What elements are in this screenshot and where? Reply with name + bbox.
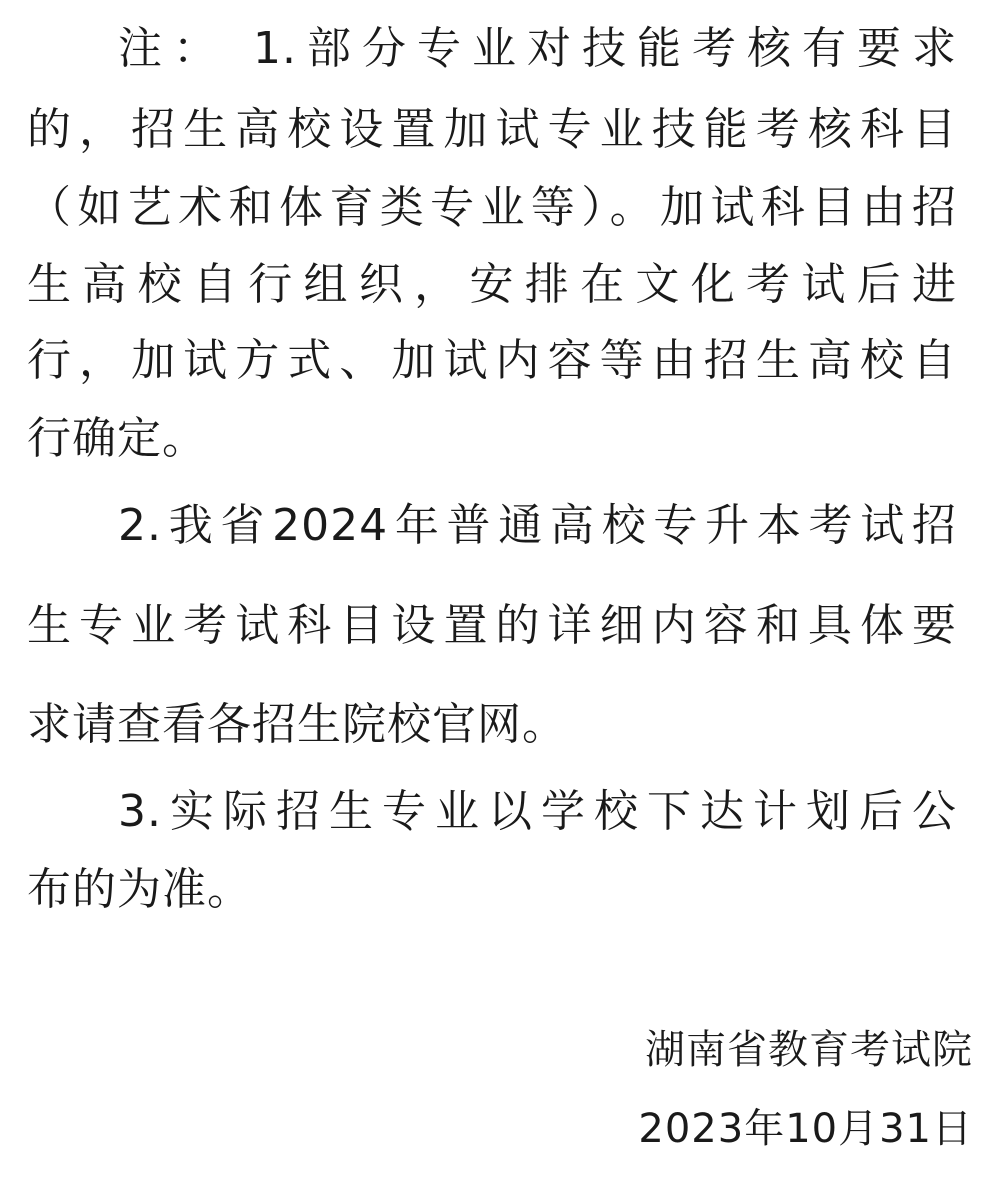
note1-line-3: （如艺术和体育类专业等）。加试科目由招 — [27, 182, 957, 233]
issuing-organization: 湖南省教育考试院 — [645, 1027, 973, 1073]
note2-line-2: 生专业考试科目设置的详细内容和具体要 — [27, 600, 957, 651]
note1-line-2: 的，招生高校设置加试专业技能考核科目 — [27, 104, 957, 155]
note1-line-1: 注： 1.部分专业对技能考核有要求 — [118, 23, 957, 74]
note2-line-3: 求请查看各招生院校官网。 — [27, 699, 567, 750]
note3-line-1: 3.实际招生专业以学校下达计划后公 — [118, 786, 957, 837]
note1-line-4: 生高校自行组织，安排在文化考试后进 — [27, 259, 957, 310]
note1-line-6: 行确定。 — [27, 413, 207, 464]
note2-line-1: 2.我省2024年普通高校专升本考试招 — [118, 500, 957, 551]
issue-date: 2023年10月31日 — [638, 1106, 973, 1152]
note1-line-5: 行，加试方式、加试内容等由招生高校自 — [27, 335, 957, 386]
note3-line-2: 布的为准。 — [27, 864, 252, 915]
